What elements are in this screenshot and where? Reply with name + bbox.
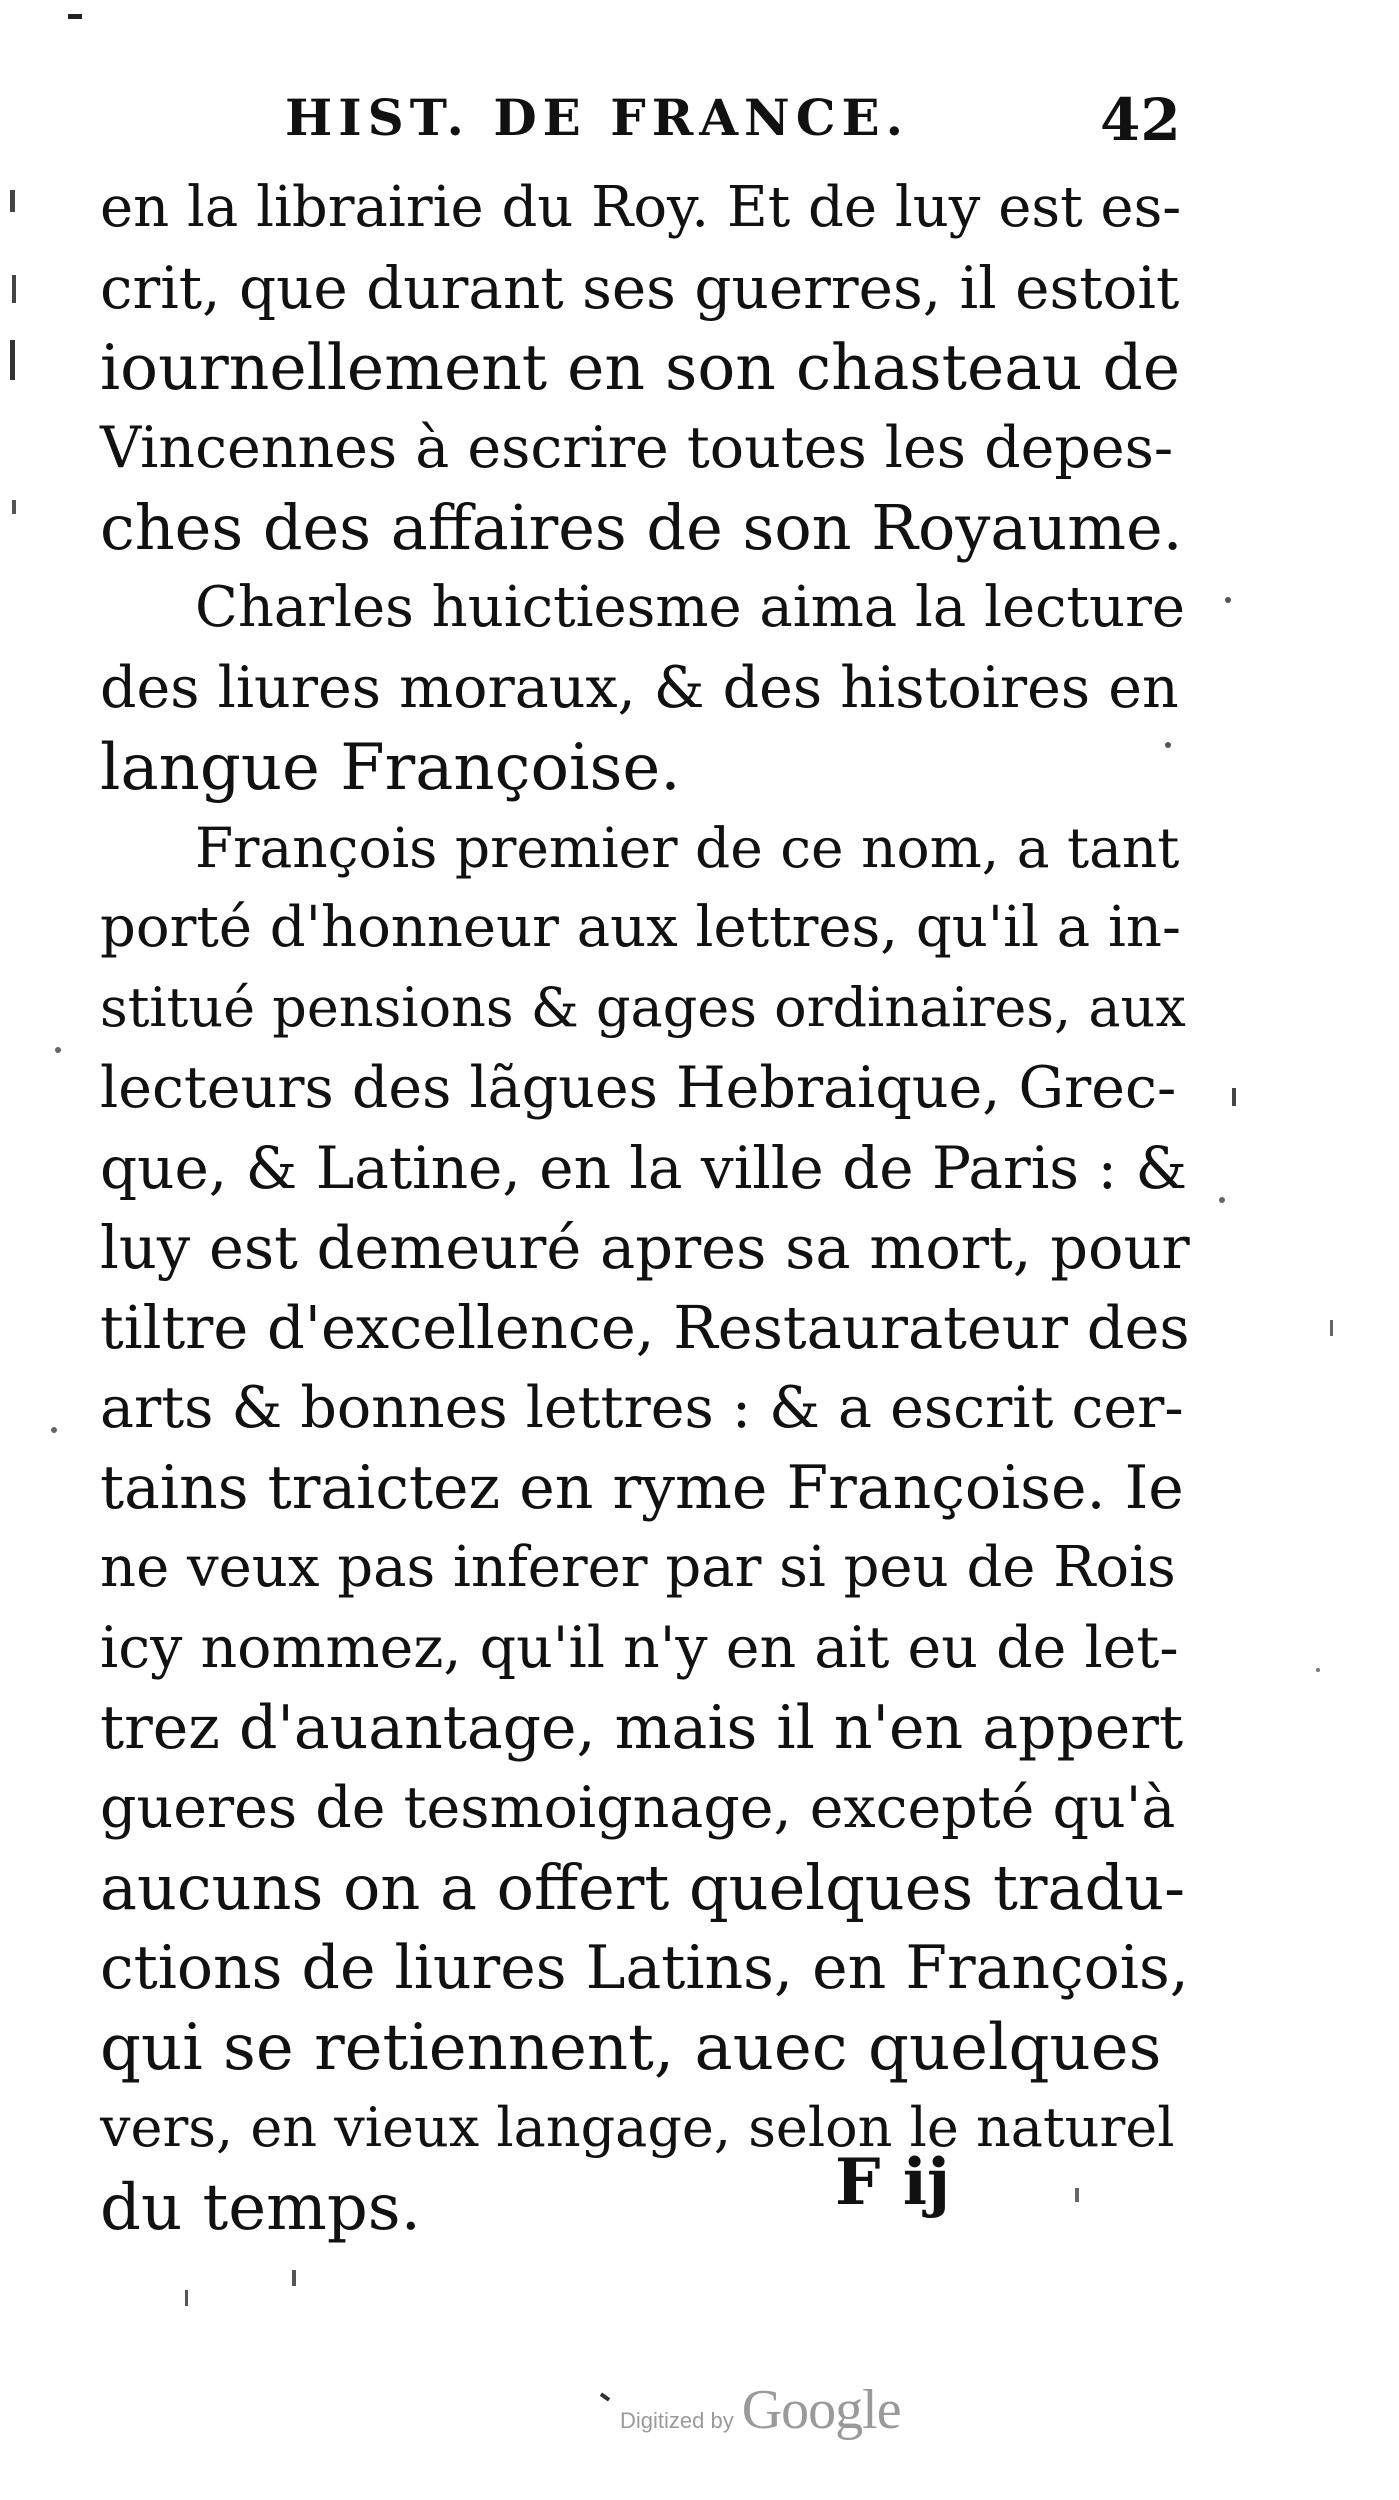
text-line: du temps. (100, 2171, 421, 2245)
text-line: ctions de liures Latins, en François, (100, 1933, 1189, 2003)
text-line: luy est demeuré apres sa mort, pour (100, 1213, 1190, 1282)
text-line: arts & bonnes lettres : & a escrit cer- (100, 1375, 1184, 1441)
text-line: langue Françoise. (100, 731, 681, 805)
text-line: en la librairie du Roy. Et de luy est es- (100, 175, 1182, 240)
text-line: ches des affaires de son Royaume. (100, 491, 1183, 564)
main-text (100, 168, 1190, 2248)
digitization-watermark (620, 2378, 901, 2442)
text-line: trez d'auantage, mais il n'en appert (100, 1693, 1184, 1763)
text-line: porté d'honneur aux lettres, qu'il a in- (100, 895, 1181, 960)
text-line: François premier de ce nom, a tant (195, 816, 1180, 880)
watermark-prefix: Digitized by (620, 2408, 734, 2433)
signature-mark: F ij (835, 2145, 951, 2220)
text-line: stitué pensions & gages ordinaires, aux (100, 976, 1186, 1039)
text-line: que, & Latine, en la ville de Paris : & (100, 1134, 1188, 1202)
text-line: des liures moraux, & des histoires en (100, 655, 1179, 721)
text-line: Charles huictiesme aima la lecture (195, 575, 1185, 640)
text-line: crit, que durant ses guerres, il estoit (100, 254, 1180, 322)
text-line: aucuns on a offert quelques tradu- (100, 1851, 1186, 1924)
text-line: qui se retiennent, auec quelques (100, 2011, 1162, 2085)
text-line: icy nommez, qu'il n'y en ait eu de let- (100, 1615, 1179, 1681)
text-line: Vincennes à escrire toutes les depes- (100, 415, 1174, 481)
text-line: vers, en vieux langage, selon le naturel (100, 2096, 1175, 2159)
text-line: tiltre d'excellence, Restaurateur des (100, 1293, 1190, 1362)
text-line: lecteurs des lãgues Hebraique, Grec- (100, 1055, 1177, 1121)
page-number: 42 (1100, 86, 1181, 154)
text-line: gueres de tesmoignage, excepté qu'à (100, 1775, 1176, 1841)
google-logo: Google (741, 2379, 901, 2441)
text-line: ne veux pas inferer par si peu de Rois (100, 1535, 1176, 1600)
running-title: HIST. DE FRANCE. (285, 88, 910, 147)
text-line: tains traictez en ryme Françoise. Ie (100, 1453, 1184, 1523)
text-line: iournellement en son chasteau de (100, 331, 1181, 404)
